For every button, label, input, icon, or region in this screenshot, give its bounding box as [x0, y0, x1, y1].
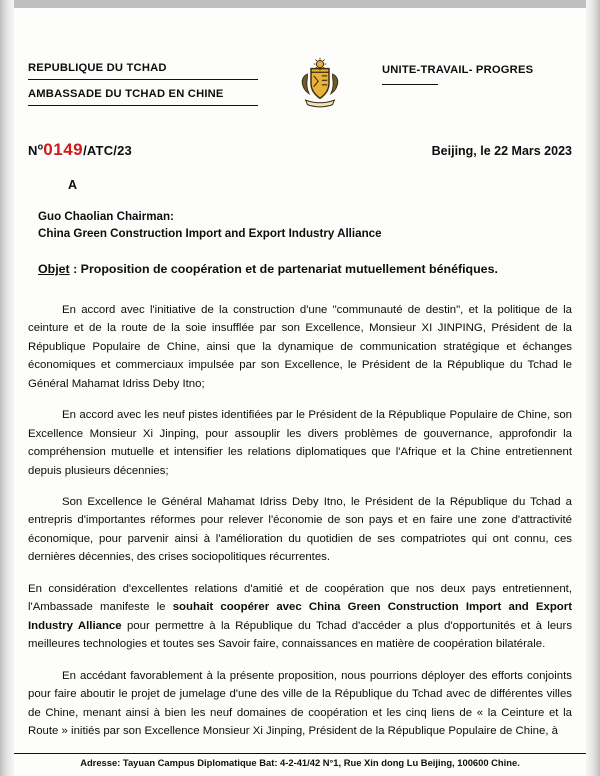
body-paragraph-5: En accédant favorablement à la présente proposition, nous pourrions déployer des efforts conjoints pour faire aboutir le projet de jumelage d'une des ville de la République du Tchad avec de différentes villes de Chine, menant ainsi à bien les neuf domaines de coopération et les cinq liens de « la Ceinture et la Route » initiés par son Excellence Monsieur Xi Jinping, Président de la République Populaire de Chine, à: [28, 669, 572, 738]
embassy-name: AMBASSADE DU TCHAD EN CHINE: [28, 88, 224, 101]
to-marker: A: [68, 178, 78, 192]
body-paragraph-4-part2: pour permettre à la République du Tchad d'accéder a plus d'opportunités et à leurs meilleures technologies et toutes ses Savoir faire, connaissances en matière de coopération bilatérale.: [28, 619, 573, 651]
body-paragraph-1: En accord avec l'initiative de la construction d'une "communauté de destin", et la politique de la ceinture et de la route de la soie insufflée par son Excellence, Monsieur XI JINPING, Président de la République Populaire de Chine, ainsi que la dynamique de communication stratégique et échanges économiques et commerciaux impulsée par son Excellence, le Président de la République du Tchad le Général Mahamat Idriss Deby Itno;: [28, 303, 572, 390]
body-paragraph-4-part1: En considération d'excellentes relations d'amitié et de coopération que nos deux pays entretiennent, l'Ambassade manifeste le: [28, 582, 572, 614]
reference-superscript: o: [37, 141, 44, 152]
page-edge-right: [586, 0, 600, 776]
place-and-date: Beijing, le 22 Mars 2023: [431, 144, 572, 158]
recipient-name: Guo Chaolian Chairman:: [38, 210, 174, 223]
letterhead-right: [382, 60, 572, 85]
subject-text: : Proposition de coopération et de partenariat mutuellement bénéfiques.: [69, 261, 498, 276]
divider-country: [28, 79, 258, 80]
country-name: REPUBLIQUE DU TCHAD: [28, 62, 167, 74]
footer-address: Adresse: Tayuan Campus Diplomatique Bat: 4-2-41/42 N°1, Rue Xin dong Lu Beijing, 100600 Chine.: [80, 757, 520, 768]
coat-of-arms-icon: [293, 56, 347, 110]
body-paragraph-2: En accord avec les neuf pistes identifiées par le Président de la République Populaire de Chine, son Excellence Monsieur Xi Jinping, pour assouplir les divers problèmes de gouvernance, approfondir la compréhension mutuelle et intensifier les relations diplomatiques que l'Afrique et la Chine entretiennent depuis plusieurs décennies;: [28, 409, 572, 477]
recipient-organization: China Green Construction Import and Export Industry Alliance: [38, 227, 382, 241]
subject-line: [38, 261, 572, 279]
recipient-block: [38, 208, 572, 243]
page-edge-top: [0, 0, 600, 8]
letterhead-left: [28, 60, 258, 106]
body-paragraph-4-emphasis: souhait coopérer avec China Green Construction Import and Export Industry Alliance: [28, 601, 572, 632]
page-edge-left: [0, 0, 14, 776]
body-paragraph-4: [28, 580, 572, 654]
body-paragraph-3: Son Excellence le Général Mahamat Idriss Deby Itno, le Président de la République du Tchad a entrepris d'importantes réformes pour relever l'économie de son pays et en faire une zone d'attractivité économique, pour parvenir ainsi à l'amélioration du quotidien de ses compatriotes qui ont connu, ces dernières décennies, des crises sociopolitiques récurrentes.: [28, 495, 572, 564]
divider-embassy: [28, 105, 258, 106]
letter-body: [28, 301, 572, 741]
page-footer: [14, 753, 586, 776]
reference-line: [28, 140, 572, 160]
letterhead: [28, 60, 572, 110]
reference-suffix: /ATC/23: [83, 143, 132, 158]
divider-motto: [382, 84, 438, 85]
reference-number-block: [28, 140, 132, 160]
letter-content: [28, 8, 572, 754]
reference-prefix: N: [28, 143, 38, 158]
motto: UNITE-TRAVAIL- PROGRES: [382, 64, 534, 76]
reference-number: 0149: [43, 140, 84, 159]
subject-label: Objet: [38, 261, 70, 276]
